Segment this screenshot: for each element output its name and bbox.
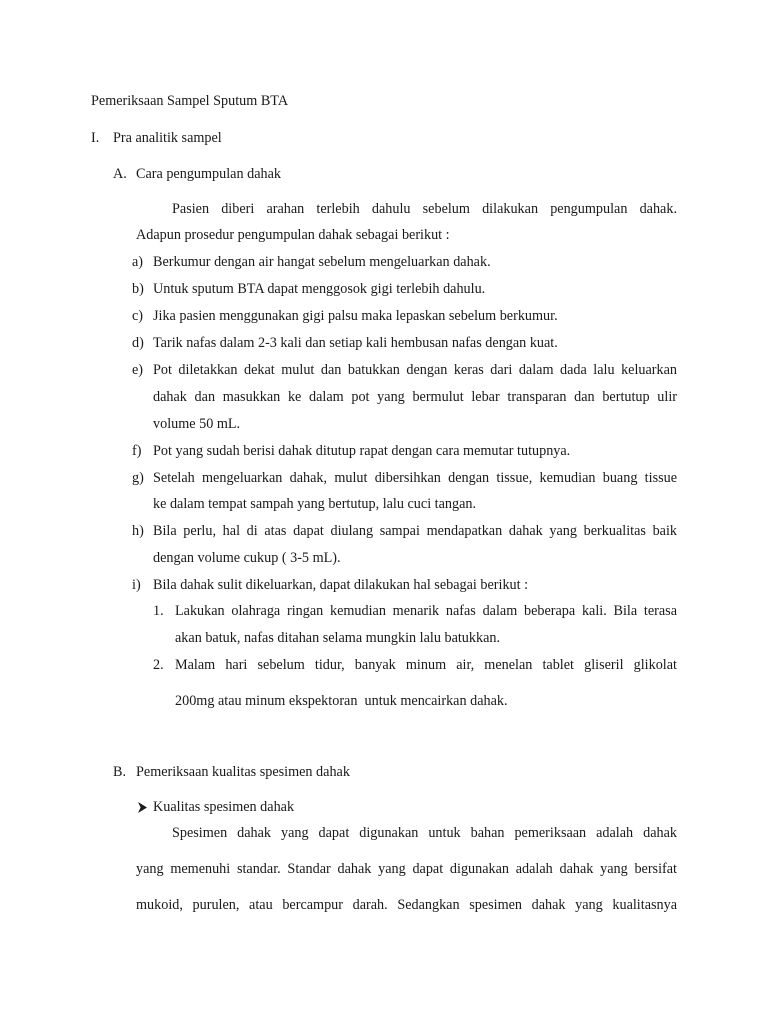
list-item-text: Setelah mengeluarkan dahak, mulut dibersihkan dengan tissue, kemudian buang tissue: [153, 470, 677, 486]
list-marker: g): [132, 470, 144, 486]
paragraph-line: mukoid, purulen, atau bercampur darah. Sedangkan spesimen dahak yang kualitasnya: [136, 897, 677, 913]
list-marker: e): [132, 362, 144, 378]
sublist-item-text: akan batuk, nafas ditahan selama mungkin lalu batukkan.: [175, 630, 501, 646]
list-item-text: ke dalam tempat sampah yang bertutup, lalu cuci tangan.: [153, 496, 477, 512]
list-item-text: Untuk sputum BTA dapat menggosok gigi terlebih dahulu.: [153, 281, 486, 297]
sublist-marker: 1.: [153, 603, 164, 619]
list-item-text: Pot yang sudah berisi dahak ditutup rapat dengan cara memutar tutupnya.: [153, 443, 571, 459]
subsection-heading: Pemeriksaan kualitas spesimen dahak: [136, 764, 350, 780]
list-marker: h): [132, 523, 144, 539]
list-item-text: Bila perlu, hal di atas dapat diulang sampai mendapatkan dahak yang berkualitas baik: [153, 523, 677, 539]
section-heading: Pra analitik sampel: [113, 130, 222, 146]
list-item-text: Jika pasien menggunakan gigi palsu maka lepaskan sebelum berkumur.: [153, 308, 558, 324]
list-item-text: dengan volume cukup ( 3-5 mL).: [153, 550, 341, 566]
list-item-text: Pot diletakkan dekat mulut dan batukkan dengan keras dari dalam dada lalu keluarkan: [153, 362, 677, 378]
subsection-marker: A.: [113, 166, 127, 182]
document-title: Pemeriksaan Sampel Sputum BTA: [91, 93, 289, 109]
intro-line: Pasien diberi arahan terlebih dahulu sebelum dilakukan pengumpulan dahak.: [172, 201, 677, 217]
paragraph-line: yang memenuhi standar. Standar dahak yang dapat digunakan adalah dahak yang bersifat: [136, 861, 677, 877]
section-marker: I.: [91, 130, 100, 146]
bullet-heading: Kualitas spesimen dahak: [153, 799, 295, 815]
list-marker: b): [132, 281, 144, 297]
intro-line: Adapun prosedur pengumpulan dahak sebagai berikut :: [136, 227, 450, 243]
subsection-marker: B.: [113, 764, 127, 780]
list-marker: c): [132, 308, 144, 324]
sublist-item-text: 200mg atau minum ekspektoran untuk mencairkan dahak.: [175, 693, 508, 709]
list-marker: a): [132, 254, 144, 270]
list-item-text: dahak dan masukkan ke dalam pot yang bermulut lebar transparan dan bertutup ulir: [153, 389, 677, 405]
sublist-marker: 2.: [153, 657, 164, 673]
list-marker: i): [132, 577, 141, 593]
list-marker: f): [132, 443, 142, 459]
paragraph-line: Spesimen dahak yang dapat digunakan untuk bahan pemeriksaan adalah dahak: [172, 825, 677, 841]
list-item-text: volume 50 mL.: [153, 416, 241, 432]
sublist-item-text: Malam hari sebelum tidur, banyak minum air, menelan tablet gliseril glikolat: [175, 657, 677, 673]
list-item-text: Tarik nafas dalam 2-3 kali dan setiap kali hembusan nafas dengan kuat.: [153, 335, 558, 351]
list-item-text: Berkumur dengan air hangat sebelum mengeluarkan dahak.: [153, 254, 491, 270]
list-marker: d): [132, 335, 144, 351]
arrow-bullet-icon: [138, 802, 147, 813]
list-item-text: Bila dahak sulit dikeluarkan, dapat dilakukan hal sebagai berikut :: [153, 577, 529, 593]
subsection-heading: Cara pengumpulan dahak: [136, 166, 281, 182]
sublist-item-text: Lakukan olahraga ringan kemudian menarik nafas dalam beberapa kali. Bila terasa: [175, 603, 677, 619]
